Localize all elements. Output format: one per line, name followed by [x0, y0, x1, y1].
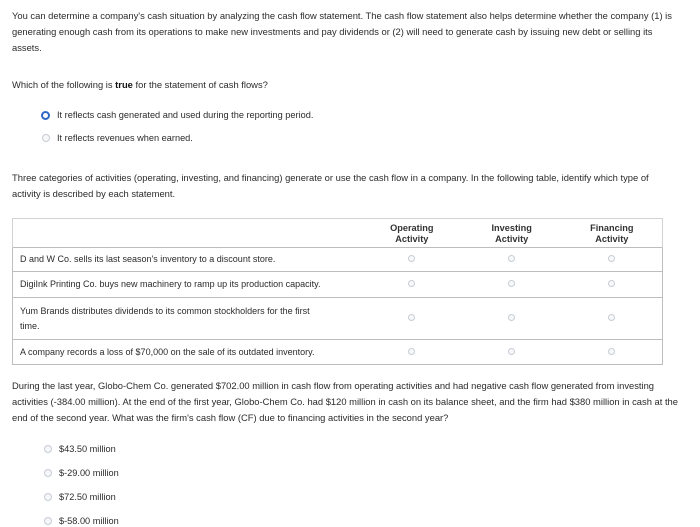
row-1-operating-radio[interactable]: [408, 255, 415, 262]
q3-option-3[interactable]: [44, 492, 116, 502]
q1-option-2[interactable]: [42, 133, 193, 143]
row-4-investing-radio[interactable]: [508, 348, 515, 355]
row-4-financing-radio[interactable]: [608, 348, 615, 355]
question-3-prompt: During the last year, Globo-Chem Co. generated $702.00 million in cash flow from operating activities and had negative cash flow generated from investing activities (-384.00 million). At the end of the first year, Globo-Chem Co. had $120 million in cash on its balance sheet, and the firm had $380 million in cash at the end of the second year. What was the firm's cash flow (CF) due to financing activities in the second year?: [12, 380, 678, 423]
q1-option-1[interactable]: [41, 110, 313, 120]
row-4-operating-radio[interactable]: [408, 348, 415, 355]
radio-icon[interactable]: [44, 469, 52, 477]
header-investing-activity: Investing Activity: [462, 219, 562, 248]
row-2-investing-radio[interactable]: [508, 280, 515, 287]
table-row: [13, 272, 663, 298]
question-2-prompt: Three categories of activities (operating, investing, and financing) generate or use the cash flow in a company. In the following table, identify which type of activity is described by each statement.: [12, 172, 649, 199]
row-2-operating-radio[interactable]: [408, 280, 415, 287]
question-1-emphasis: true: [115, 79, 133, 90]
row-1-investing-radio[interactable]: [508, 255, 515, 262]
q3-option-2[interactable]: [44, 468, 119, 478]
header-financing-activity: Financing Activity: [562, 219, 663, 248]
row-3-statement: Yum Brands distributes dividends to its common stockholders for the first time.: [13, 298, 362, 340]
q3-option-4-label: $-58.00 million: [59, 516, 119, 526]
radio-icon[interactable]: [42, 134, 50, 142]
q3-option-3-label: $72.50 million: [59, 492, 116, 502]
table-row: [13, 298, 663, 340]
q3-option-2-label: $-29.00 million: [59, 468, 119, 478]
row-1-financing-radio[interactable]: [608, 255, 615, 262]
row-2-financing-radio[interactable]: [608, 280, 615, 287]
question-1-prompt: Which of the following is true for the statement of cash flows?: [12, 79, 268, 90]
table-row: [13, 248, 663, 272]
q3-option-1[interactable]: [44, 444, 116, 454]
row-3-operating-radio[interactable]: [408, 314, 415, 321]
table-header-statement: [13, 219, 362, 248]
q3-option-4[interactable]: [44, 516, 119, 526]
radio-icon[interactable]: [44, 445, 52, 453]
header-operating-activity: Operating Activity: [362, 219, 462, 248]
intro-paragraph: You can determine a company's cash situation by analyzing the cash flow statement. The cash flow statement also helps determine whether the company (1) is generating enough cash from its operations to make new investments and pay dividends or (2) will need to generate cash by issuing new debt or selling its assets.: [12, 10, 672, 53]
row-2-statement: DigiInk Printing Co. buys new machinery to ramp up its production capacity.: [13, 272, 362, 298]
row-1-statement: D and W Co. sells its last season's inventory to a discount store.: [13, 248, 362, 272]
q3-option-1-label: $43.50 million: [59, 444, 116, 454]
row-3-investing-radio[interactable]: [508, 314, 515, 321]
q1-option-1-label: It reflects cash generated and used during the reporting period.: [57, 110, 314, 120]
radio-selected-icon[interactable]: [41, 111, 50, 120]
radio-icon[interactable]: [44, 517, 52, 525]
row-3-financing-radio[interactable]: [608, 314, 615, 321]
activity-classification-table: [12, 218, 663, 365]
table-row: [13, 340, 663, 365]
q1-option-2-label: It reflects revenues when earned.: [57, 133, 193, 143]
radio-icon[interactable]: [44, 493, 52, 501]
row-4-statement: A company records a loss of $70,000 on the sale of its outdated inventory.: [13, 340, 362, 365]
